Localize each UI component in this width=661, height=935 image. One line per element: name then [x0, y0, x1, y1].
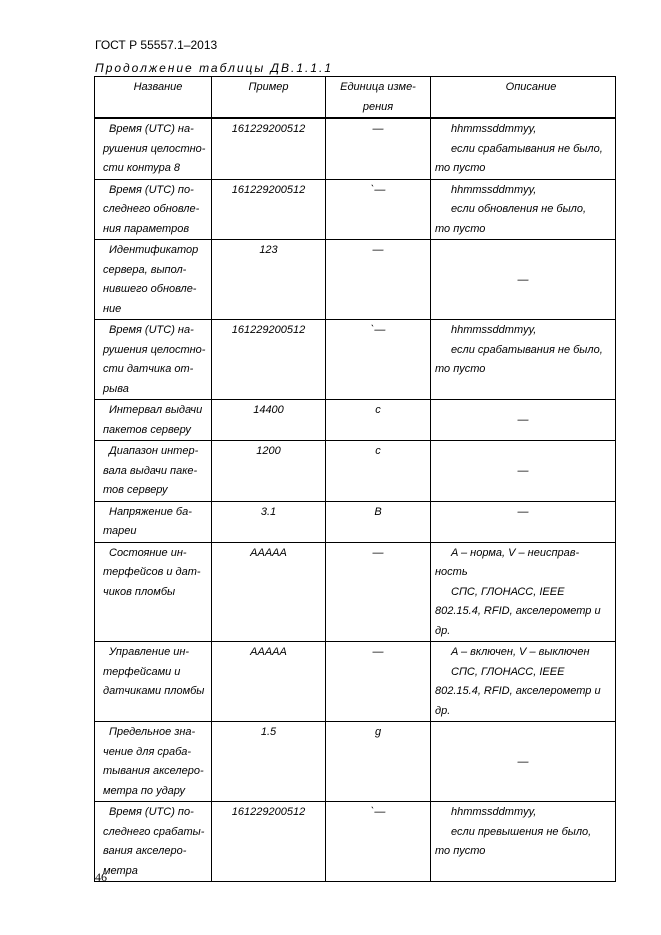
cell-example: 14400 — [212, 400, 326, 441]
cell-description: — — [431, 501, 616, 542]
cell-unit: g — [326, 722, 431, 802]
header-unit: Единица изме- рения — [326, 77, 431, 119]
cell-unit: с — [326, 400, 431, 441]
cell-name: Время (UTC) по- следнего обновле- ния параметров — [95, 179, 212, 240]
cell-name: Напряжение ба- тареи — [95, 501, 212, 542]
cell-example: AAAAA — [212, 542, 326, 642]
cell-unit: `— — [326, 320, 431, 400]
cell-name: Время (UTC) на- рушения целостно- сти датчика от- рыва — [95, 320, 212, 400]
cell-description: — — [431, 722, 616, 802]
cell-example: 161229200512 — [212, 320, 326, 400]
header-description: Описание — [431, 77, 616, 119]
table-row — [95, 542, 616, 642]
cell-name: Управление ин- терфейсами и датчиками пломбы — [95, 642, 212, 722]
cell-name: Идентификатор сервера, выпол- нившего обновле- ние — [95, 240, 212, 320]
cell-example: 3.1 — [212, 501, 326, 542]
cell-description: hhmmssddmmyy, если обновления не было, то пусто — [431, 179, 616, 240]
cell-name: Состояние ин- терфейсов и дат- чиков пломбы — [95, 542, 212, 642]
cell-name: Время (UTC) на- рушения целостно- сти контура 8 — [95, 118, 212, 179]
cell-unit: — — [326, 240, 431, 320]
table-caption: Продолжение таблицы ДВ.1.1.1 — [95, 61, 334, 75]
table-row — [95, 722, 616, 802]
cell-example: 123 — [212, 240, 326, 320]
cell-name: Предельное зна- чение для сраба- тывания акселеро- метра по удару — [95, 722, 212, 802]
header-example: Пример — [212, 77, 326, 119]
table-row — [95, 441, 616, 502]
cell-unit: В — [326, 501, 431, 542]
cell-unit: — — [326, 642, 431, 722]
cell-description: hhmmssddmmyy, если срабатывания не было, то пусто — [431, 320, 616, 400]
cell-example: 161229200512 — [212, 179, 326, 240]
cell-description: A – норма, V – неисправ- ность СПС, ГЛОНАСС, IEEE 802.15.4, RFID, акселерометр и др. — [431, 542, 616, 642]
cell-name: Диапазон интер- вала выдачи паке- тов серверу — [95, 441, 212, 502]
table-body — [95, 118, 616, 882]
cell-unit: `— — [326, 802, 431, 882]
table-row — [95, 179, 616, 240]
cell-example: AAAAA — [212, 642, 326, 722]
cell-unit: — — [326, 118, 431, 179]
table-row — [95, 501, 616, 542]
cell-description: hhmmssddmmyy, если превышения не было, то пусто — [431, 802, 616, 882]
table-row — [95, 642, 616, 722]
cell-unit: — — [326, 542, 431, 642]
cell-description: hhmmssddmmyy, если срабатывания не было, то пусто — [431, 118, 616, 179]
cell-example: 1.5 — [212, 722, 326, 802]
cell-description: — — [431, 240, 616, 320]
table-row — [95, 320, 616, 400]
table-row — [95, 400, 616, 441]
table-row — [95, 118, 616, 179]
table-header-row — [95, 77, 616, 119]
table-row — [95, 240, 616, 320]
cell-example: 161229200512 — [212, 118, 326, 179]
table-row — [95, 802, 616, 882]
cell-description: A – включен, V – выключен СПС, ГЛОНАСС, IEEE 802.15.4, RFID, акселерометр и др. — [431, 642, 616, 722]
cell-example: 1200 — [212, 441, 326, 502]
cell-unit: с — [326, 441, 431, 502]
header-name: Название — [95, 77, 212, 119]
cell-name: Время (UTC) по- следнего срабаты- вания акселеро- метра — [95, 802, 212, 882]
document-code: ГОСТ Р 55557.1–2013 — [95, 38, 218, 52]
cell-description: — — [431, 441, 616, 502]
cell-name: Интервал выдачи пакетов серверу — [95, 400, 212, 441]
cell-unit: `— — [326, 179, 431, 240]
parameters-table — [94, 76, 616, 882]
cell-description: — — [431, 400, 616, 441]
cell-example: 161229200512 — [212, 802, 326, 882]
page-number: 46 — [95, 870, 107, 884]
